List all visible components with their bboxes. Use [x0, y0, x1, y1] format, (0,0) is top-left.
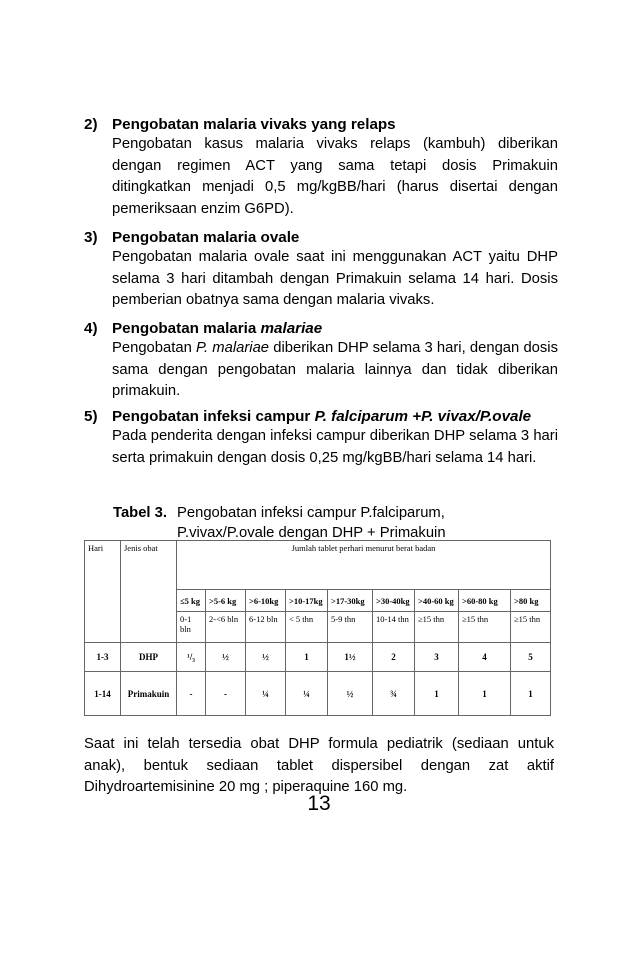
dose-cell: 1	[415, 672, 459, 716]
dose-cell: ½	[246, 643, 286, 672]
age-cell: 10-14 thn	[373, 612, 415, 643]
dose-cell: 5	[511, 643, 551, 672]
weight-cell: >6-10kg	[246, 590, 286, 612]
body-text: diberikan DHP selama 3 hari, dengan dosis sama dengan pengobatan malaria lainnya dan tidak diberikan primakuin.	[112, 340, 558, 399]
section-number: 5)	[84, 408, 98, 425]
dosage-table	[84, 540, 551, 716]
row-obat: DHP	[121, 643, 177, 672]
dose-cell: 1½	[328, 643, 373, 672]
section-heading	[84, 115, 558, 134]
row-hari: 1-14	[85, 672, 121, 716]
section-ovale	[84, 228, 558, 312]
age-cell: < 5 thn	[286, 612, 328, 643]
header-jumlah-tablet: Jumlah tablet perhari menurut berat badan	[177, 541, 551, 590]
age-cell: ≥15 thn	[415, 612, 459, 643]
age-cell: 5-9 thn	[328, 612, 373, 643]
section-infeksi-campur	[84, 407, 558, 469]
dose-cell: 3	[415, 643, 459, 672]
section-body: Pada penderita dengan infeksi campur diberikan DHP selama 3 hari serta primakuin dengan dosis 0,25 mg/kgBB/hari selama 14 hari.	[112, 428, 558, 466]
dose-cell: -	[177, 672, 206, 716]
dose-cell: ½	[206, 643, 246, 672]
weight-cell: >80 kg	[511, 590, 551, 612]
weight-cell: >40-60 kg	[415, 590, 459, 612]
section-body	[112, 338, 558, 403]
dose-cell: 1	[511, 672, 551, 716]
dose-cell: 1	[286, 643, 328, 672]
section-number: 2)	[84, 116, 98, 133]
section-vivaks-relaps	[84, 115, 558, 220]
closing-paragraph: Saat ini telah tersedia obat DHP formula pediatrik (sediaan untuk anak), bentuk sediaan tablet dispersibel dengan zat aktif Dihydroartemisinine 20 mg ; piperaquine 160 mg.	[84, 736, 554, 795]
dose-cell: ½	[328, 672, 373, 716]
section-title-italic: P. falciparum +P. vivax/P.ovale	[314, 408, 532, 425]
header-jenis-obat: Jenis obat	[121, 541, 177, 643]
page-number: 13	[307, 792, 331, 815]
section-heading	[84, 228, 558, 247]
row-hari: 1-3	[85, 643, 121, 672]
age-cell: 6-12 bln	[246, 612, 286, 643]
weight-cell: >60-80 kg	[459, 590, 511, 612]
dose-cell: ¹/₃	[177, 643, 206, 672]
weight-cell: >17-30kg	[328, 590, 373, 612]
dose-cell: ¾	[373, 672, 415, 716]
dose-cell: 1	[459, 672, 511, 716]
table-row-primakuin	[85, 672, 551, 716]
section-title-italic: malariae	[260, 320, 323, 337]
section-number: 4)	[84, 320, 98, 337]
weight-cell: >30-40kg	[373, 590, 415, 612]
caption-line1: Pengobatan infeksi campur P.falciparum,	[177, 505, 445, 521]
dose-cell: -	[206, 672, 246, 716]
dose-cell: 2	[373, 643, 415, 672]
age-cell: 2-<6 bln	[206, 612, 246, 643]
section-body: Pengobatan malaria ovale saat ini menggunakan ACT yaitu DHP selama 3 hari ditambah dengan Primakuin selama 14 hari. Dosis pemberian obatnya sama dengan malaria vivaks.	[112, 249, 558, 308]
section-heading	[84, 407, 558, 426]
weight-cell: ≤5 kg	[177, 590, 206, 612]
dose-cell: 4	[459, 643, 511, 672]
section-malariae	[84, 319, 558, 403]
dose-cell: ¼	[286, 672, 328, 716]
body-italic: P. malariae	[196, 340, 270, 356]
weight-cell: >5-6 kg	[206, 590, 246, 612]
row-obat: Primakuin	[121, 672, 177, 716]
section-title: Pengobatan malaria vivaks yang relaps	[112, 116, 396, 133]
header-hari: Hari	[85, 541, 121, 643]
section-body: Pengobatan kasus malaria vivaks relaps (kambuh) diberikan dengan regimen ACT yang sama tetapi dosis Primakuin ditingkatkan menjadi 0,5 mg/kgBB/hari (harus disertai dengan pemeriksaan enzim G6PD).	[112, 136, 558, 217]
section-title: Pengobatan infeksi campur	[112, 408, 315, 425]
age-cell: ≥15 thn	[459, 612, 511, 643]
age-cell: ≥15 thn	[511, 612, 551, 643]
caption-label: Tabel 3.	[113, 505, 167, 521]
table-row-dhp	[85, 643, 551, 672]
section-number: 3)	[84, 229, 98, 246]
section-title: Pengobatan malaria	[112, 320, 261, 337]
caption-line2: P.vivax/P.ovale dengan DHP + Primakuin	[177, 525, 446, 541]
weight-cell: >10-17kg	[286, 590, 328, 612]
age-cell: 0-1 bln	[177, 612, 206, 643]
section-title: Pengobatan malaria ovale	[112, 229, 300, 246]
section-heading	[84, 319, 558, 338]
dose-cell: ¼	[246, 672, 286, 716]
body-text: Pengobatan	[112, 340, 197, 356]
table-caption	[113, 503, 446, 543]
